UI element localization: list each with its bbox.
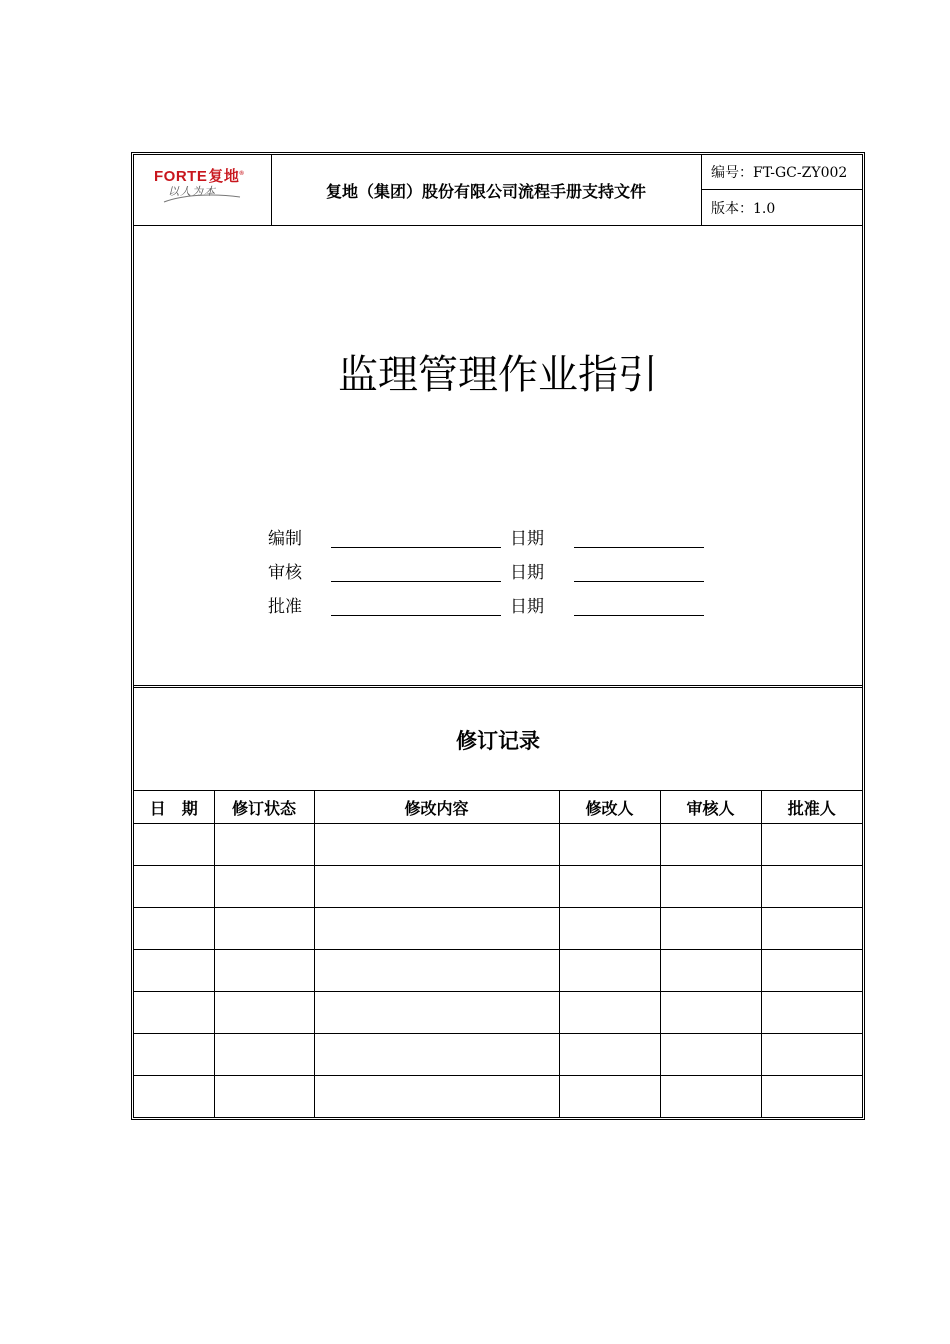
revision-table bbox=[134, 790, 862, 1117]
signature-row-review bbox=[268, 558, 708, 584]
table-cell[interactable] bbox=[761, 992, 862, 1034]
column-header-modifier: 修改人 bbox=[559, 791, 660, 824]
date-line[interactable] bbox=[574, 581, 704, 582]
revision-title: 修订记录 bbox=[456, 729, 540, 753]
table-cell[interactable] bbox=[214, 908, 314, 950]
table-cell[interactable] bbox=[314, 1034, 559, 1076]
table-row bbox=[134, 824, 862, 866]
signature-line[interactable] bbox=[331, 615, 501, 616]
table-cell[interactable] bbox=[559, 1034, 660, 1076]
doc-number: 编号：FT-GC-ZY002 bbox=[701, 155, 862, 190]
signature-row-compile bbox=[268, 524, 708, 550]
document-meta bbox=[701, 155, 862, 225]
table-cell[interactable] bbox=[660, 824, 761, 866]
table-cell[interactable] bbox=[761, 950, 862, 992]
table-cell[interactable] bbox=[559, 1076, 660, 1118]
table-cell[interactable] bbox=[559, 866, 660, 908]
table-cell[interactable] bbox=[761, 824, 862, 866]
column-header-status: 修订状态 bbox=[214, 791, 314, 824]
signature-label: 批准 bbox=[268, 597, 302, 617]
table-cell[interactable] bbox=[134, 824, 214, 866]
table-cell[interactable] bbox=[314, 992, 559, 1034]
table-cell[interactable] bbox=[660, 1076, 761, 1118]
table-cell[interactable] bbox=[134, 992, 214, 1034]
table-cell[interactable] bbox=[559, 908, 660, 950]
table-row bbox=[134, 866, 862, 908]
column-header-content: 修改内容 bbox=[314, 791, 559, 824]
date-line[interactable] bbox=[574, 615, 704, 616]
table-cell[interactable] bbox=[660, 866, 761, 908]
table-cell[interactable] bbox=[314, 950, 559, 992]
revision-header-row bbox=[134, 791, 862, 824]
table-cell[interactable] bbox=[761, 1034, 862, 1076]
signature-line[interactable] bbox=[331, 547, 501, 548]
table-cell[interactable] bbox=[660, 992, 761, 1034]
date-label: 日期 bbox=[510, 563, 544, 583]
signature-label: 编制 bbox=[268, 529, 302, 549]
table-cell[interactable] bbox=[214, 992, 314, 1034]
table-row bbox=[134, 950, 862, 992]
table-cell[interactable] bbox=[134, 1034, 214, 1076]
document-title: 监理管理作业指引 bbox=[338, 352, 658, 398]
table-cell[interactable] bbox=[214, 1034, 314, 1076]
date-label: 日期 bbox=[510, 529, 544, 549]
table-cell[interactable] bbox=[314, 908, 559, 950]
company-title-cell bbox=[271, 155, 702, 225]
section-divider bbox=[134, 685, 862, 688]
column-header-reviewer: 审核人 bbox=[660, 791, 761, 824]
table-cell[interactable] bbox=[761, 908, 862, 950]
document-header bbox=[134, 155, 862, 226]
doc-version: 版本：1.0 bbox=[711, 200, 776, 217]
table-row bbox=[134, 1034, 862, 1076]
table-row bbox=[134, 908, 862, 950]
table-cell[interactable] bbox=[134, 1076, 214, 1118]
logo-slogan: 以人为本 bbox=[168, 185, 216, 198]
table-row bbox=[134, 992, 862, 1034]
date-line[interactable] bbox=[574, 547, 704, 548]
table-cell[interactable] bbox=[660, 908, 761, 950]
table-cell[interactable] bbox=[559, 992, 660, 1034]
table-cell[interactable] bbox=[134, 908, 214, 950]
table-cell[interactable] bbox=[660, 1034, 761, 1076]
table-cell[interactable] bbox=[314, 866, 559, 908]
logo-swoosh-icon bbox=[162, 191, 242, 205]
table-cell[interactable] bbox=[314, 1076, 559, 1118]
logo-mark: ® bbox=[239, 171, 245, 177]
table-cell[interactable] bbox=[559, 824, 660, 866]
table-cell[interactable] bbox=[214, 866, 314, 908]
table-cell[interactable] bbox=[214, 824, 314, 866]
table-cell[interactable] bbox=[214, 1076, 314, 1118]
table-cell[interactable] bbox=[660, 950, 761, 992]
company-title: 复地（集团）股份有限公司流程手册支持文件 bbox=[325, 181, 646, 201]
table-cell[interactable] bbox=[214, 950, 314, 992]
table-cell[interactable] bbox=[761, 866, 862, 908]
column-header-approver: 批准人 bbox=[761, 791, 862, 824]
logo-cell bbox=[134, 155, 272, 225]
date-label: 日期 bbox=[510, 597, 544, 617]
table-row bbox=[134, 1076, 862, 1118]
signature-label: 审核 bbox=[268, 563, 302, 583]
table-cell[interactable] bbox=[559, 950, 660, 992]
logo-brand: FORTE bbox=[154, 168, 208, 185]
document-frame bbox=[131, 152, 865, 1120]
table-cell[interactable] bbox=[134, 950, 214, 992]
table-cell[interactable] bbox=[314, 824, 559, 866]
column-header-date: 日 期 bbox=[134, 791, 214, 824]
table-cell[interactable] bbox=[761, 1076, 862, 1118]
table-cell[interactable] bbox=[134, 866, 214, 908]
logo-brand-cn: 复地 bbox=[208, 168, 240, 185]
signature-row-approve bbox=[268, 592, 708, 618]
signature-line[interactable] bbox=[331, 581, 501, 582]
